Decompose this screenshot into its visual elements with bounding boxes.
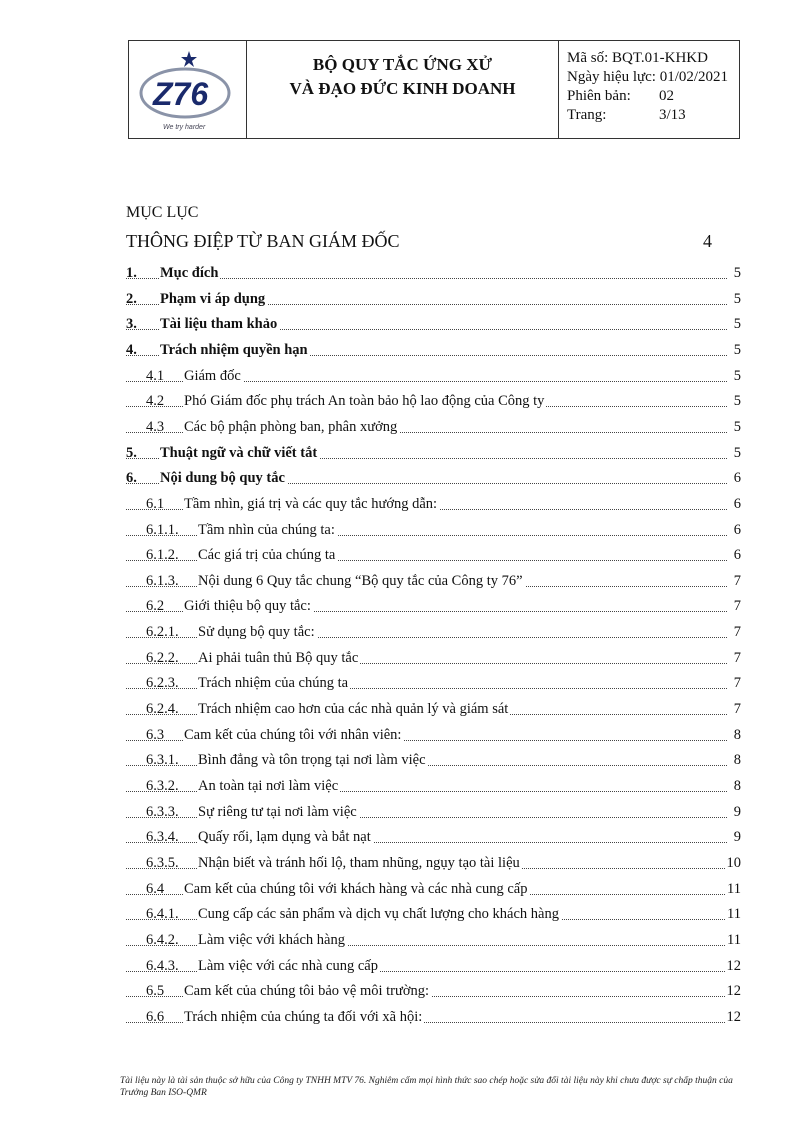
- toc-entry[interactable]: [126, 416, 741, 436]
- toc-entry-page: 11: [727, 880, 741, 897]
- toc-entry[interactable]: [126, 262, 741, 282]
- toc-entry-page: 7: [733, 598, 741, 615]
- logo-slogan: We try harder: [163, 124, 206, 131]
- toc-entry-text: Cung cấp các sản phẩm và dịch vụ chất lượng cho khách hàng: [198, 906, 559, 923]
- toc-entry[interactable]: [126, 724, 741, 744]
- toc-entry-number: 4.3: [146, 418, 165, 435]
- toc-entry-text: Bình đẳng và tôn trọng tại nơi làm việc: [198, 752, 426, 769]
- toc-entry[interactable]: [126, 698, 741, 718]
- toc-entry-text: Tầm nhìn, giá trị và các quy tắc hướng dẫn:: [184, 495, 438, 512]
- toc-entry[interactable]: [126, 878, 741, 898]
- toc-entry[interactable]: [126, 647, 741, 667]
- toc-entry[interactable]: [126, 390, 741, 410]
- toc-entry[interactable]: [126, 801, 741, 821]
- toc-entry[interactable]: [126, 570, 741, 590]
- toc-entry-number: 6.6: [146, 1008, 165, 1025]
- title-line-2: VÀ ĐẠO ĐỨC KINH DOANH: [289, 79, 516, 98]
- toc-entry-number: 6.2.3.: [146, 675, 179, 692]
- version-label: Phiên bản:: [567, 88, 631, 104]
- toc-entry-number: 6.1.3.: [146, 572, 179, 589]
- toc-entry-number: 6.3.5.: [146, 854, 179, 871]
- toc-entry-text: Phó Giám đốc phụ trách An toàn bảo hộ lao động của Công ty: [184, 393, 545, 410]
- toc-entry-text: Tầm nhìn của chúng ta:: [198, 521, 335, 538]
- toc-entry-text: Cam kết của chúng tôi với khách hàng và các nhà cung cấp: [184, 880, 528, 897]
- code-label: Mã số:: [567, 50, 609, 66]
- toc-entry-page: 5: [733, 341, 741, 358]
- toc-entry[interactable]: [126, 749, 741, 769]
- toc-entry[interactable]: [126, 288, 741, 308]
- toc-entry[interactable]: [126, 980, 741, 1000]
- toc-entry-number: 4.: [126, 341, 137, 358]
- toc-entry-number: 6.2.4.: [146, 701, 179, 718]
- toc-entry-number: 6.2: [146, 598, 165, 615]
- toc-entry-number: 6.3: [146, 726, 165, 743]
- toc-entry-number: 6.2.2.: [146, 649, 179, 666]
- page-value: 3/13: [659, 107, 686, 123]
- toc-entry-text: Làm việc với các nhà cung cấp: [198, 957, 378, 974]
- toc-entry-page: 5: [733, 367, 741, 384]
- toc-entry-page: 5: [733, 290, 741, 307]
- toc-entry-text: THÔNG ĐIỆP TỪ BAN GIÁM ĐỐC: [126, 231, 400, 251]
- toc-entry[interactable]: [126, 929, 741, 949]
- toc-entry[interactable]: [126, 1006, 741, 1026]
- toc-entry[interactable]: [126, 313, 741, 333]
- toc-entry-text: Giám đốc: [184, 367, 241, 384]
- toc-entry[interactable]: [126, 595, 741, 615]
- toc-entry-page: 6: [733, 495, 741, 512]
- toc-entry-text: Cam kết của chúng tôi bảo vệ môi trường:: [184, 983, 430, 1000]
- toc-entry-text: Trách nhiệm quyền hạn: [160, 341, 308, 358]
- toc-entry[interactable]: [126, 672, 741, 692]
- toc-entry[interactable]: [126, 467, 741, 487]
- toc-entry[interactable]: [126, 955, 741, 975]
- toc-entry-text: Thuật ngữ và chữ viết tắt: [160, 444, 318, 461]
- toc-entry-text: Nhận biết và tránh hối lộ, tham nhũng, ngụy tạo tài liệu: [198, 854, 520, 871]
- toc-entry-page: 12: [726, 957, 741, 974]
- version-value: 02: [659, 88, 674, 104]
- toc-entry[interactable]: [126, 621, 741, 641]
- toc-entry-page: 10: [726, 854, 741, 871]
- toc-entry-page: 5: [733, 316, 741, 333]
- code-value: BQT.01-KHKD: [612, 50, 708, 66]
- toc-entry-page: 4: [703, 231, 712, 251]
- toc-entry-page: 12: [726, 983, 741, 1000]
- toc-entry-number: 6.4.3.: [146, 957, 179, 974]
- toc-entry-number: 1.: [126, 265, 137, 281]
- toc-entry[interactable]: [126, 339, 741, 359]
- footer-notice: Tài liệu này là tài sản thuộc sở hữu của Công ty TNHH MTV 76. Nghiêm cấm mọi hình thức sao chép hoặc sửa đổi tài liệu này khi chưa được sự chấp thuận của Trưởng Ban ISO-QMR: [120, 1076, 733, 1098]
- toc-entry-page: 7: [733, 649, 741, 666]
- toc-entry-page: 7: [733, 572, 741, 589]
- toc-entry-page: 9: [733, 803, 741, 820]
- toc-entry-page: 5: [733, 444, 741, 461]
- toc-entry[interactable]: [126, 365, 741, 385]
- toc-entry-page: 6: [733, 470, 741, 487]
- toc-entry-text: Làm việc với khách hàng: [198, 931, 345, 948]
- toc-entry-text: Ai phải tuân thủ Bộ quy tắc: [198, 649, 359, 666]
- logo-text: Z76: [153, 76, 209, 112]
- toc-entry-text: Cam kết của chúng tôi với nhân viên:: [184, 726, 402, 743]
- toc-entry-number: 4.1: [146, 367, 165, 384]
- toc-entry-number: 6.3.2.: [146, 778, 179, 794]
- toc-entry-number: 6.4: [146, 880, 165, 897]
- toc-entry-text: Các bộ phận phòng ban, phân xưởng: [184, 418, 398, 435]
- toc-entry-page: 11: [727, 906, 741, 923]
- company-logo: [129, 41, 247, 138]
- toc-entry-number: 2.: [126, 290, 137, 307]
- toc-entry-page: 7: [733, 624, 741, 641]
- toc-entry-number: 6.4.1.: [146, 906, 179, 923]
- toc-entry-page: 5: [733, 265, 741, 281]
- toc-entry-text: Các giá trị của chúng ta: [198, 547, 336, 564]
- toc-entry-number: 6.2.1.: [146, 624, 179, 641]
- toc-entry-number: 3.: [126, 316, 137, 333]
- date-value: 01/02/2021: [659, 69, 729, 85]
- toc-entry-text: Quấy rối, lạm dụng và bắt nạt: [198, 829, 371, 846]
- toc-entry[interactable]: [126, 903, 741, 923]
- toc-entry-page: 7: [733, 701, 741, 718]
- document-header: [128, 40, 740, 139]
- toc-entry[interactable]: [126, 544, 741, 564]
- toc-entry-page: 5: [733, 418, 741, 435]
- toc-entry[interactable]: [126, 442, 741, 462]
- toc-entry-text: Trách nhiệm của chúng ta đối với xã hội:: [184, 1008, 423, 1025]
- z76-logo-icon: [135, 47, 240, 125]
- toc-entry-text: Sự riêng tư tại nơi làm việc: [198, 803, 357, 820]
- toc-entry-number: 5.: [126, 444, 137, 461]
- date-label: Ngày hiệu lực:: [567, 69, 656, 85]
- toc-entry-number: 6.4.2.: [146, 931, 179, 948]
- page-label: Trang:: [567, 107, 607, 123]
- toc-entry-page: 5: [733, 393, 741, 410]
- toc-entry-text: Phạm vi áp dụng: [160, 290, 266, 307]
- toc-entry-page: 6: [733, 547, 741, 564]
- toc-entry-message[interactable]: [126, 231, 736, 252]
- toc-entry[interactable]: [126, 775, 741, 795]
- toc-entry-text: Nội dung bộ quy tắc: [160, 470, 285, 487]
- toc-entry-text: Giới thiệu bộ quy tắc:: [184, 598, 311, 615]
- toc-entry-number: 6.3.1.: [146, 752, 179, 769]
- toc-heading: MỤC LỤC: [126, 204, 199, 221]
- toc-entry-number: 6.3.3.: [146, 803, 179, 820]
- toc-entry[interactable]: [126, 493, 741, 513]
- document-info: [559, 41, 739, 138]
- toc-entry-page: 7: [733, 675, 741, 692]
- toc-entry-number: 4.2: [146, 393, 165, 410]
- toc-entry-page: 8: [733, 752, 741, 769]
- toc-entry-page: 9: [733, 829, 741, 846]
- toc-entry-text: Sử dụng bộ quy tắc:: [198, 624, 315, 641]
- toc-entry-text: Mục đích: [160, 265, 219, 281]
- toc-entry-page: 8: [733, 778, 741, 794]
- toc-entry-text: An toàn tại nơi làm việc: [198, 778, 339, 794]
- toc-entry[interactable]: [126, 519, 741, 539]
- toc-entry-page: 11: [727, 931, 741, 948]
- document-title: [247, 41, 559, 138]
- toc-entry-number: 6.3.4.: [146, 829, 179, 846]
- title-line-1: BỘ QUY TẮC ỨNG XỬ: [312, 55, 493, 74]
- toc-entry[interactable]: [126, 826, 741, 846]
- toc-entry-number: 6.1.1.: [146, 521, 179, 538]
- toc-entry-text: Nội dung 6 Quy tắc chung “Bộ quy tắc của Công ty 76”: [198, 572, 523, 589]
- toc-entry-number: 6.1.2.: [146, 547, 179, 564]
- toc-entry-text: Trách nhiệm cao hơn của các nhà quản lý và giám sát: [198, 701, 509, 718]
- toc-entry-text: Tài liệu tham khảo: [160, 316, 278, 333]
- toc-entry[interactable]: [126, 852, 741, 872]
- toc-entry-text: Trách nhiệm của chúng ta: [198, 675, 349, 692]
- toc-entry-page: 6: [733, 521, 741, 538]
- toc-entry-number: 6.5: [146, 983, 165, 1000]
- toc-entry-number: 6.: [126, 470, 137, 487]
- toc-entry-number: 6.1: [146, 495, 165, 512]
- toc-entry-page: 12: [726, 1008, 741, 1025]
- toc-entry-page: 8: [733, 726, 741, 743]
